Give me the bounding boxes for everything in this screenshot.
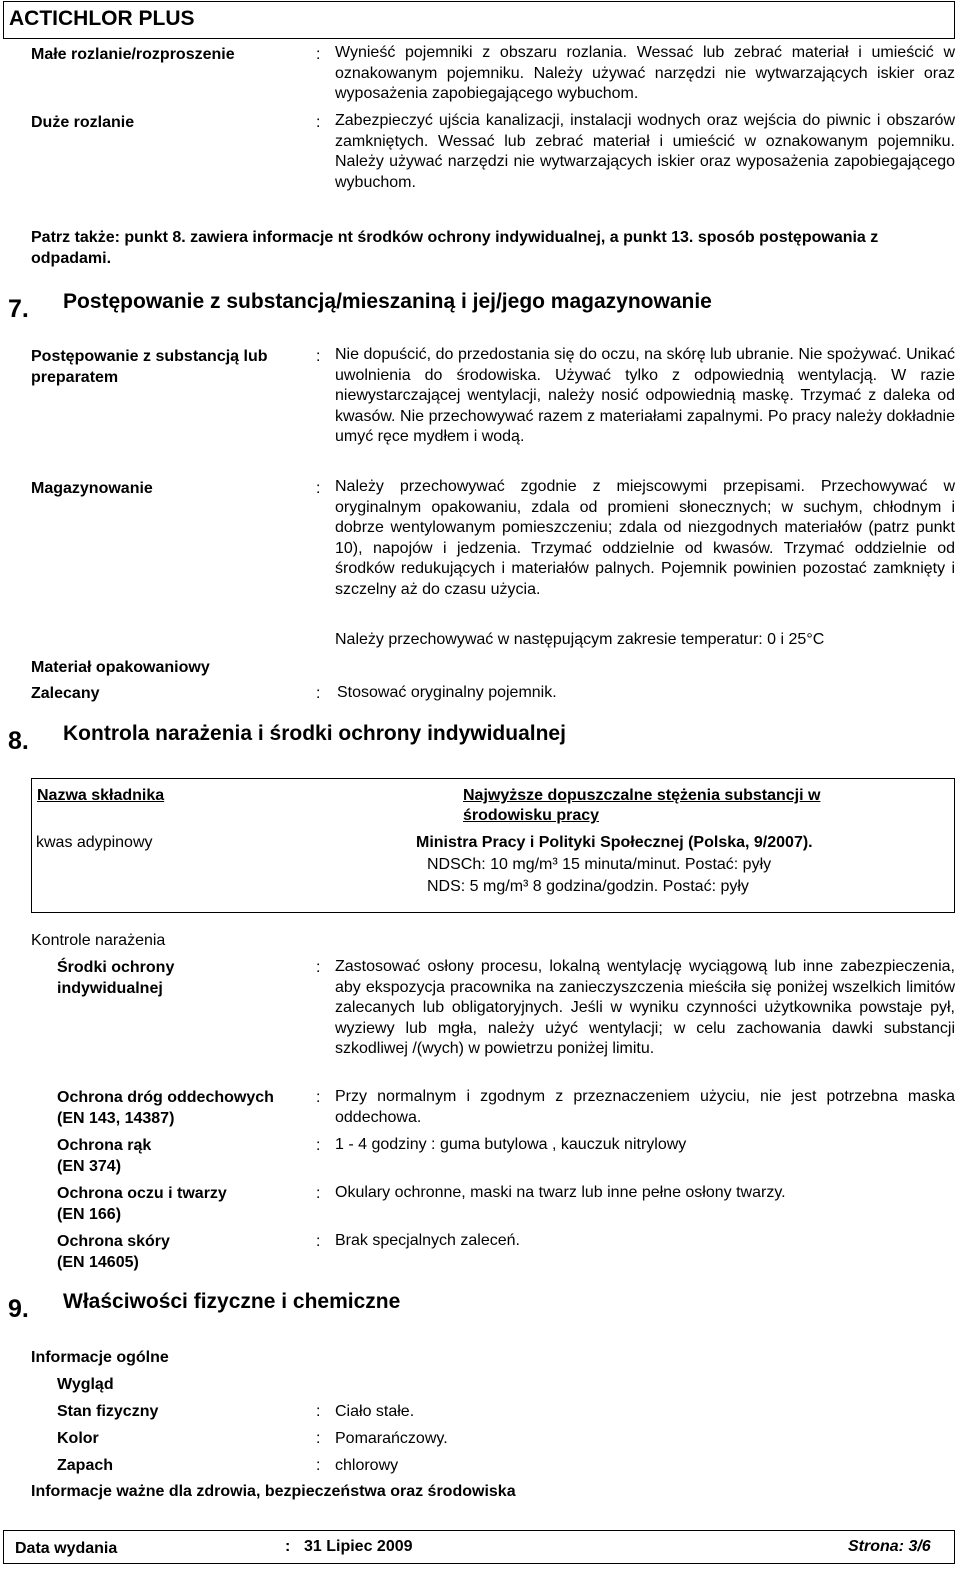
section-title: Postępowanie z substancją/mieszaniną i jej/jego magazynowanie [63,290,712,313]
colon: : [316,1137,321,1154]
storage-text: Należy przechowywać zgodnie z miejscowymi przepisami. Przechowywać w oryginalnym opakowaniu, zdala od promieni słonecznych; w suchym, chłodnym i dobrze wentylowanym pomieszczeniu; zdala od niezgodnych materiałów (patrz punkt 10), napojów i jedzenia. Trzymać oddzielnie od kwasów. Trzymać oddzielnie od środków redukujących i materiałów palnych. Pojemnik powinien pozostać zamknięty i szczelny aż do czasu użycia. [335,478,955,598]
color-value: Pomarańczowy. [335,1430,448,1447]
exposure-controls-label: Kontrole narażenia [31,932,166,949]
appearance-label: Wygląd [57,1376,114,1393]
limit-nds: NDS: 5 mg/m³ 8 godzina/godzin. Postać: pyły [427,878,749,895]
section-number: 9. [8,1295,29,1323]
packaging-label: Materiał opakowaniowy [31,659,210,676]
colon: : [316,1457,321,1474]
document-title: ACTICHLOR PLUS [9,7,195,30]
section-title: Właściwości fizyczne i chemiczne [63,1290,401,1313]
important-info-label: Informacje ważne dla zdrowia, bezpieczeństwa oraz środowiska [31,1483,516,1500]
limit-ndsch: NDSCh: 10 mg/m³ 15 minuta/minut. Postać: pyły [427,856,772,873]
see-also-note: Patrz także: punkt 8. zawiera informacje nt środków ochrony indywidualnej, a punkt 13. sposób postępowania z odpadami. [31,229,879,267]
hand-protection-label: Ochrona rąk (EN 374) [57,1137,152,1175]
recommended-label: Zalecany [31,685,100,702]
column-header-component: Nazwa składnika [37,787,165,804]
recommended-text: Stosować oryginalny pojemnik. [337,684,557,701]
section-number: 7. [8,295,29,323]
physical-state-value: Ciało stałe. [335,1403,415,1420]
general-info-label: Informacje ogólne [31,1349,169,1366]
handling-text: Nie dopuścić, do przedostania się do oczu, na skórę lub ubranie. Nie spożywać. Unikać uwolnienia do środowiska. Używać tylko z odpowiednią wentylacją. W razie niewystarczającej wentylacji, należy nosić odpowiednią maskę. Trzymać z daleka od kwasów. Nie przechowywać razem z materiałami zapalnymi. Po pracy należy dokładnie umyć ręce mydłem i wodą. [335,346,955,445]
odor-value: chlorowy [335,1457,399,1474]
footer-box [3,1530,955,1564]
colon: : [316,1089,321,1106]
respiratory-protection-text: Przy normalnym i zgodnym z przeznaczeniem użyciu, nie jest potrzebna maska oddechowa. [335,1088,955,1126]
colon: : [316,114,321,131]
small-spill-text: Wynieść pojemniki z obszaru rozlania. Wessać lub zebrać materiał i umieścić w oznakowanym pojemniku. Należy używać narzędzi nie wytwarzających iskier oraz wyposażenia zapobiegającego wybuchom. [335,44,955,102]
physical-state-label: Stan fizyczny [57,1403,159,1420]
section-title: Kontrola narażenia i środki ochrony indywidualnej [63,722,566,745]
eye-protection-label: Ochrona oczu i twarzy (EN 166) [57,1185,227,1223]
eye-protection-text: Okulary ochronne, maski na twarz lub inne pełne osłony twarzy. [335,1184,786,1201]
colon: : [316,1403,321,1420]
colon: : [316,348,321,365]
limit-authority: Ministra Pracy i Polityki Społecznej (Polska, 9/2007). [416,834,813,851]
hand-protection-text: 1 - 4 godziny : guma butylowa , kauczuk nitrylowy [335,1136,687,1153]
issue-date-label: Data wydania [15,1540,118,1557]
colon: : [316,1233,321,1250]
colon: : [316,1185,321,1202]
large-spill-label: Duże rozlanie [31,114,135,131]
small-spill-label: Małe rozlanie/rozproszenie [31,46,235,63]
colon: : [316,959,321,976]
colon: : [285,1538,291,1555]
color-label: Kolor [57,1430,99,1447]
large-spill-text: Zabezpieczyć ujścia kanalizacji, instalacji wodnych oraz wejścia do piwnic i obszarów zamkniętych. Wessać lub zebrać materiał i umieścić w oznakowanym pojemniku. Należy używać narzędzi nie wytwarzających iskier oraz wyposażenia zapobiegającego wybuchom. [335,112,955,191]
section-number: 8. [8,727,29,755]
colon: : [316,480,321,497]
respiratory-protection-label: Ochrona dróg oddechowych (EN 143, 14387) [57,1089,274,1127]
colon: : [316,1430,321,1447]
issue-date-value: 31 Lipiec 2009 [304,1538,413,1555]
colon: : [316,685,321,702]
skin-protection-label: Ochrona skóry (EN 14605) [57,1233,170,1271]
colon: : [316,46,321,63]
page-number: Strona: 3/6 [848,1538,931,1555]
handling-label: Postępowanie z substancją lub preparatem [31,348,268,386]
skin-protection-text: Brak specjalnych zaleceń. [335,1232,520,1249]
ppe-label: Środki ochrony indywidualnej [57,959,175,997]
column-header-limit: Najwyższe dopuszczalne stężenia substancji w [463,787,821,804]
column-header-limit-cont: środowisku pracy [463,807,600,824]
ppe-text: Zastosować osłony procesu, lokalną wentylację wyciągową lub inne zabezpieczenia, aby ekspozycja pracownika na zanieczyszczenia mieściła się poniżej wszelkich limitów zalecanych lub obligatoryjnych. Jeśli w wyniku czynności użytkownika powstaje pył, wyziewy lub mgła, należy użyć wentylacji; w celu zachowania dawki substancji szkodliwej /(wych) w powietrzu poniżej limitu. [335,958,955,1057]
odor-label: Zapach [57,1457,114,1474]
storage-label: Magazynowanie [31,480,153,497]
storage-temperature: Należy przechowywać w następującym zakresie temperatur: 0 i 25°C [335,631,825,648]
component-name: kwas adypinowy [36,834,153,851]
